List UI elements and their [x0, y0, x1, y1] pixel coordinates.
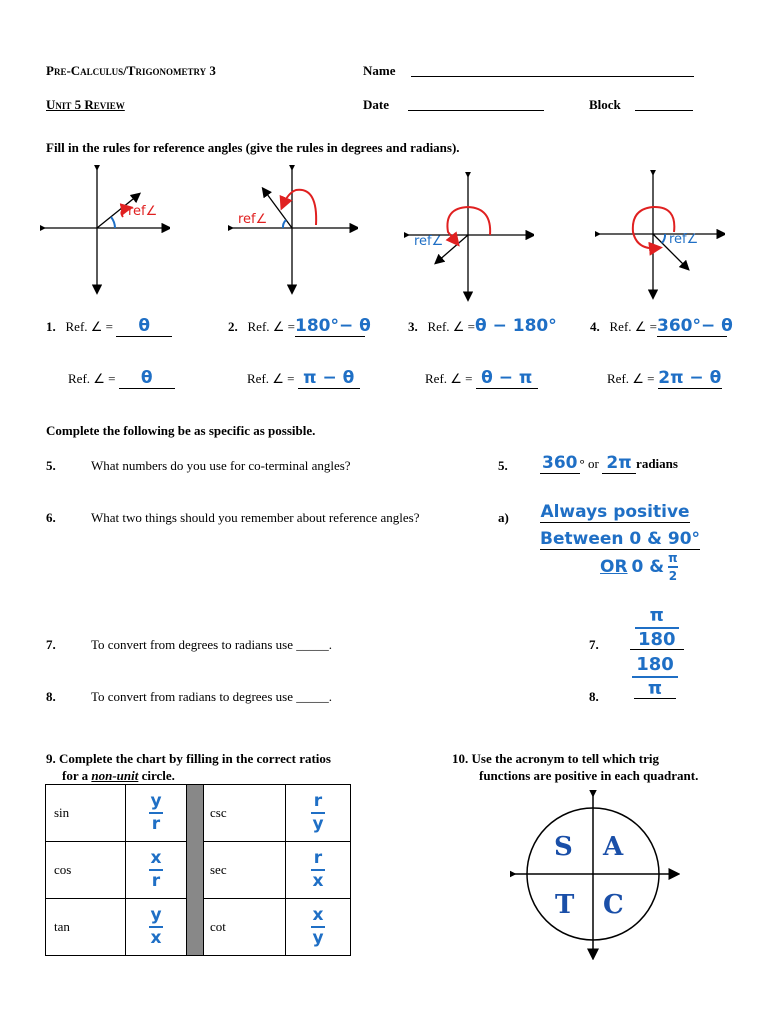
q7-answer[interactable]: π 180 — [630, 607, 684, 650]
q7-text: To convert from degrees to radians use _____. — [91, 637, 332, 652]
graph-quadrant-4 — [595, 170, 725, 300]
function-label: csc — [204, 785, 286, 842]
rule-1-rad: Ref. ∠ = θ — [68, 368, 175, 389]
ref-angle-label-1: ref∠ — [128, 204, 158, 219]
rule-2-deg: 2. Ref. ∠ =180°− θ — [228, 316, 371, 336]
ratio-answer[interactable]: $\frac{r}{y}$ — [286, 785, 351, 842]
ratio-answer[interactable]: $\frac{y}{x}$ — [126, 899, 187, 956]
name-label: Name — [363, 63, 396, 78]
rule-4-deg: 4. Ref. ∠ =360°− θ — [590, 316, 733, 336]
rule-2-rad: Ref. ∠ = π − θ — [247, 368, 360, 389]
graph-quadrant-1 — [40, 165, 170, 295]
unit-title: Unit 5 Review — [46, 97, 125, 112]
function-label: sec — [204, 842, 286, 899]
q5-answer-number: 5. — [498, 458, 508, 473]
rule-2-deg-answer[interactable]: 180°− θ — [295, 316, 371, 336]
rule-4-rad: Ref. ∠ = 2π − θ — [607, 368, 722, 388]
rule-3-rad-answer[interactable]: θ − π — [476, 368, 538, 389]
function-label: cos — [46, 842, 126, 899]
date-label: Date — [363, 97, 389, 112]
rule-3-deg-answer[interactable]: θ − 180° — [475, 316, 557, 336]
date-field[interactable] — [408, 110, 544, 111]
q9-title: 9. Complete the chart by filling in the correct ratios — [46, 751, 331, 766]
rule-3-deg: 3. Ref. ∠ =θ − 180° — [408, 316, 557, 336]
quadrant-2-letter: S — [554, 832, 573, 862]
q6-number: 6. — [46, 510, 56, 525]
block-field[interactable] — [635, 110, 693, 111]
astc-circle-diagram — [510, 790, 680, 960]
rule-3-rad: Ref. ∠ = θ − π — [425, 368, 538, 389]
quadrant-1-letter: A — [603, 832, 624, 862]
block-label: Block — [589, 97, 621, 112]
rule-1-deg: 1. Ref. ∠ = θ — [46, 316, 172, 337]
q6-answer-number: a) — [498, 510, 509, 525]
name-field[interactable] — [411, 76, 694, 77]
ref-angle-label-2: ref∠ — [238, 212, 268, 227]
table-row — [46, 785, 351, 842]
function-label: tan — [46, 899, 126, 956]
q8-answer-number: 8. — [589, 689, 599, 704]
ratio-answer[interactable]: $\frac{x}{y}$ — [286, 899, 351, 956]
function-label: sin — [46, 785, 126, 842]
course-title: Pre-Calculus/Trigonometry 3 — [46, 63, 216, 78]
function-label: cot — [204, 899, 286, 956]
rule-1-deg-answer[interactable]: θ — [116, 316, 172, 337]
q10-title: 10. Use the acronym to tell which trig — [452, 751, 660, 766]
rule-4-deg-answer[interactable]: 360°− θ — [657, 316, 733, 336]
q10-title-line-2: functions are positive in each quadrant. — [479, 768, 699, 783]
graph-quadrant-2 — [228, 165, 358, 295]
rule-4-rad-answer[interactable]: 2π − θ — [658, 368, 722, 388]
ratio-answer[interactable]: $\frac{y}{r}$ — [126, 785, 187, 842]
quadrant-4-letter: C — [603, 890, 624, 920]
q8-number: 8. — [46, 689, 56, 704]
table-divider — [187, 785, 204, 956]
quadrant-3-letter: T — [555, 890, 575, 920]
q6-text: What two things should you remember about reference angles? — [91, 510, 420, 525]
ratio-answer[interactable]: $\frac{x}{r}$ — [126, 842, 187, 899]
q8-answer[interactable]: 180 π — [632, 656, 678, 699]
q6-answer-line-2[interactable]: Between 0 & 90° — [540, 529, 701, 549]
ref-angle-label-4: ref∠ — [669, 232, 699, 247]
q7-number: 7. — [46, 637, 56, 652]
q5-degrees-answer[interactable]: 360 — [542, 453, 578, 473]
q7-answer-number: 7. — [589, 637, 599, 652]
ratio-answer[interactable]: $\frac{r}{x}$ — [286, 842, 351, 899]
rule-1-rad-answer[interactable]: θ — [119, 368, 175, 389]
q8-text: To convert from radians to degrees use _____. — [91, 689, 332, 704]
instructions-complete: Complete the following be as specific as possible. — [46, 423, 316, 438]
q5-number: 5. — [46, 458, 56, 473]
rule-2-rad-answer[interactable]: π − θ — [298, 368, 360, 389]
q9-title-line-2: for a non-unit circle. — [62, 768, 175, 783]
q5-radians-answer[interactable]: 2π — [602, 453, 636, 474]
q5-answer: 360 ° or 2π radians — [542, 453, 678, 473]
ref-angle-label-3: ref∠ — [414, 234, 444, 249]
q6-answer-line-3[interactable]: OR 0 & $\frac{\pi}{2}$ — [600, 551, 678, 583]
instructions-ref: Fill in the rules for reference angles (give the rules in degrees and radians). — [46, 140, 460, 155]
q6-answer-line-1[interactable]: Always positive — [540, 502, 690, 522]
q5-text: What numbers do you use for co-terminal angles? — [91, 458, 351, 473]
ratios-table — [45, 784, 351, 956]
